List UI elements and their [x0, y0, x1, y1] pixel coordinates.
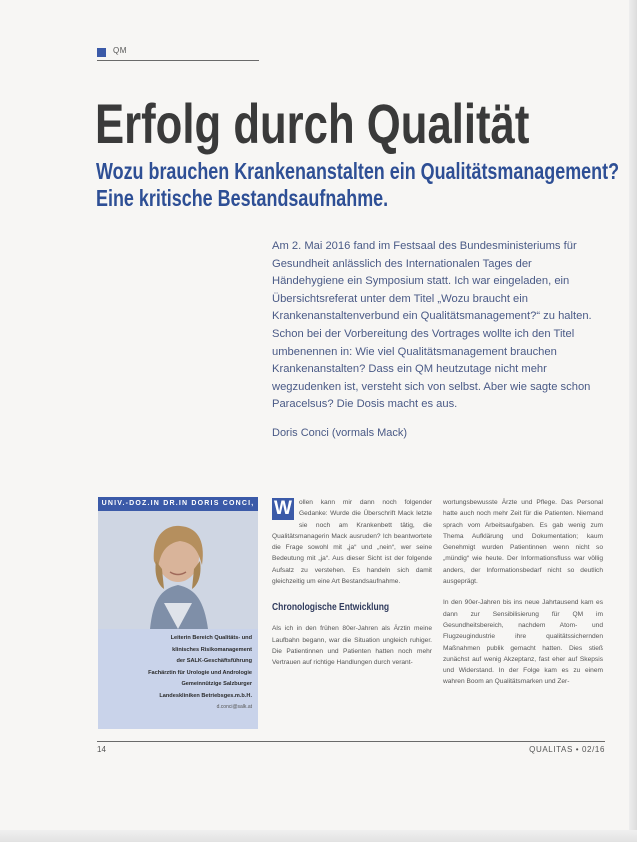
body-column-middle — [272, 497, 432, 677]
caption-line: klinisches Risikomanagement — [172, 646, 252, 653]
section-tag — [97, 46, 259, 61]
body-paragraph: In den 90er-Jahren bis ins neue Jahrtausend kam es dann zur Sensibilisierung für QM im Gesundheitsbereich, nachdem Atom- und Flugzeugindustrie ihre qualitätssichernden Maßnahmen publik gemacht hatten. Dies stieß zunächst auf wenig Akzeptanz, fast eher auf Skepsis und Widerstand. In der Folge kam es zu einem wahren Boom an Qualitätsmarken und Zer- — [443, 599, 603, 686]
article-headline: Erfolg durch Qualität — [95, 92, 530, 155]
section-label: QM — [113, 46, 127, 55]
body-paragraph: Als ich in den frühen 80er-Jahren als Ärztin meine Laufbahn begann, war die Situation ungleich ruhiger. Die Patientinnen und Patienten hatten noch mehr Vertrauen auf richtige Handlungen durch verant- — [272, 625, 432, 667]
page-shadow-bottom — [0, 830, 637, 842]
body-paragraph: wortungsbewusste Ärzte und Pflege. Das Personal hatte auch noch mehr Zeit für die Patienten. Niemand sprach vom Arbeitsaufgaben. Es gab wenig zum Thema Aufklärung und Dokumentation; kaum Genehmigt wurden Patientinnen wenn nicht so „mündig“ wie heute. Der Informationsfluss war völlig anders, der Informationsbedarf nicht so deutlich ausgeprägt. — [443, 499, 603, 586]
footer-rule — [97, 741, 605, 742]
section-heading: Chronologische Entwicklung — [272, 602, 390, 614]
dropcap-letter: W — [272, 498, 294, 520]
author-profile-box — [98, 497, 258, 729]
subheadline-line: Wozu brauchen Krankenanstalten ein Qualitätsmanagement? — [96, 158, 620, 184]
subheadline-line: Eine kritische Bestandsaufnahme. — [96, 185, 389, 211]
profile-caption — [104, 633, 252, 714]
article-lead: Am 2. Mai 2016 fand im Festsaal des Bundesministeriums für Gesundheit anlässlich des Internationalen Tages der Händehygiene ein Symposium statt. Ich war eingeladen, ein Übersichtsreferat unter dem Titel „Wozu braucht ein Krankenanstaltenverbund ein Qualitätsmanagement?“ zu halten. Schon bei der Vorbereitung des Vortrages wollte ich den Titel umbenennen in: Wie viel Qualitätsmanagement brauchen Krankenanstalten? Dass ein QM heutzutage nicht mehr wegzudenken ist, versteht sich von selbst. Aber wie sagte schon Paracelsus? Die Dosis macht es aus. — [272, 240, 592, 411]
page-number: 14 — [97, 745, 106, 754]
profile-title: UNIV.-DOZ.IN DR.IN DORIS CONCI, — [98, 497, 258, 511]
body-column-right — [443, 497, 603, 696]
caption-line: Landeskliniken Betriebsges.m.b.H. — [159, 692, 252, 699]
article-subheadline — [96, 158, 620, 212]
body-paragraph — [272, 497, 432, 587]
profile-email: d.conci@salk.at — [216, 704, 252, 710]
portrait-image — [98, 511, 258, 629]
author-portrait-photo — [98, 511, 258, 629]
caption-line: Gemeinnützige Salzburger — [181, 681, 252, 687]
caption-line: der SALK-Geschäftsführung — [176, 658, 252, 664]
caption-line: Leiterin Bereich Qualitäts- und — [170, 635, 252, 641]
section-marker-icon — [97, 48, 106, 57]
magazine-issue: QUALITAS • 02/16 — [529, 745, 605, 754]
article-author: Doris Conci (vormals Mack) — [272, 427, 408, 439]
page-shadow-right — [629, 0, 637, 842]
body-paragraph-text: ollen kann mir dann noch folgender Gedanke: Wurde die Überschrift Mack letzte sie noch am Krankenbett tätig, die Qualitätsmanagerin Mack ausruden? Ich beantwortete die Frage sowohl mit „ja“ und „nein“, wer seine Bedeutung mit „ja“. Aus dieser Sicht ist der folgende Aufsatz zu verstehen. Es handeln sich damit gleichzeitig um eine Art Bestandsaufnahme. — [272, 499, 432, 586]
caption-line: Fachärztin für Urologie und Andrologie — [148, 669, 252, 676]
